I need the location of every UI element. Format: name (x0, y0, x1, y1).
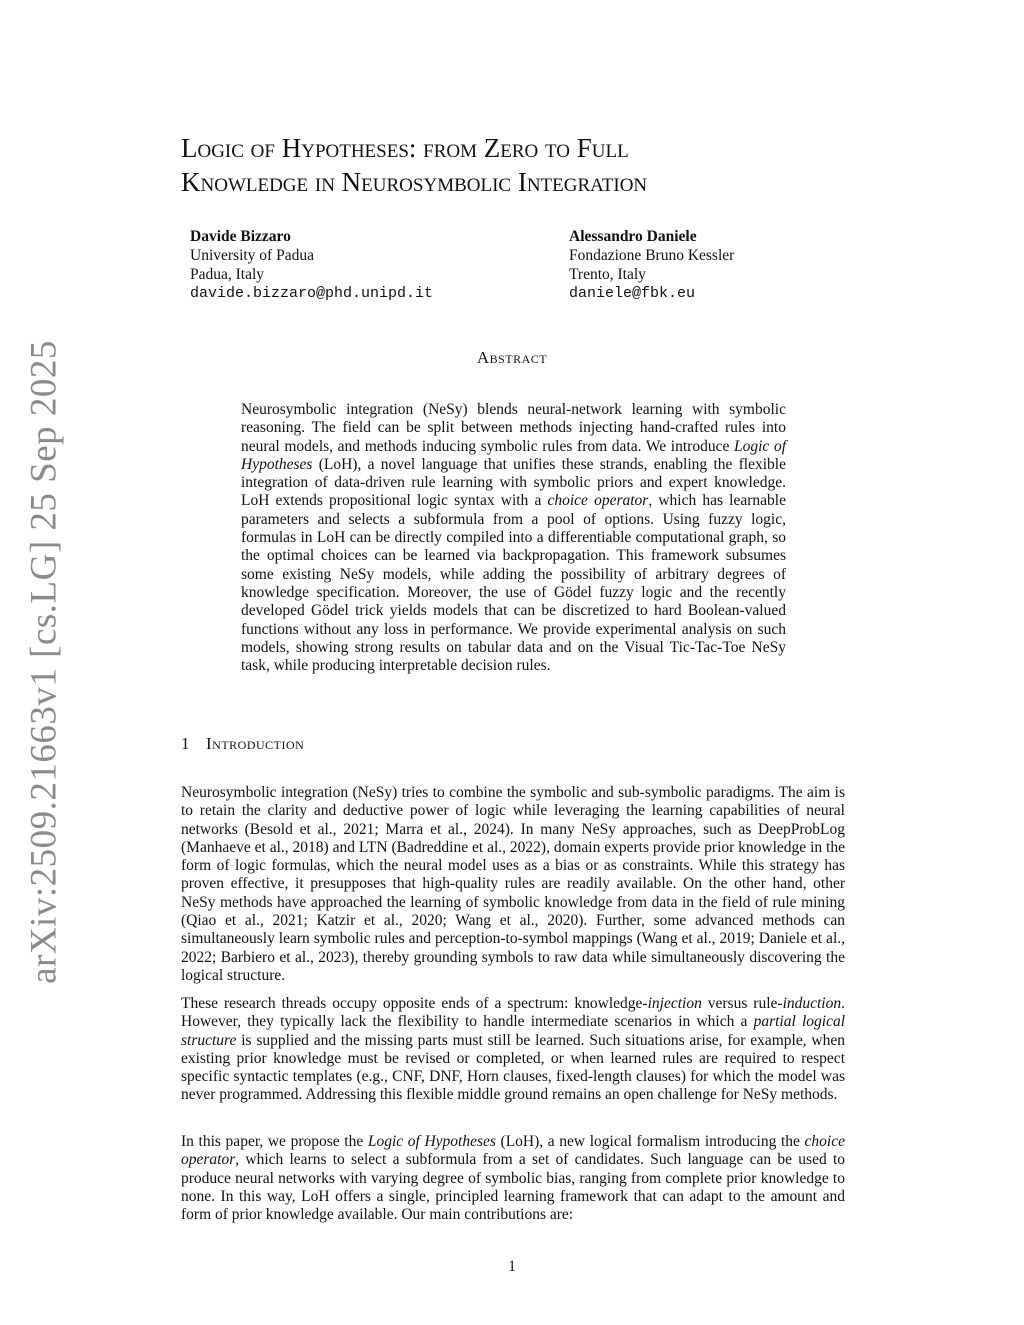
intro-paragraph-3 (181, 1133, 845, 1224)
induction-term: induction (782, 995, 842, 1012)
intro-paragraph-1: Neurosymbolic integration (NeSy) tries to combine the symbolic and sub-symbolic paradigms. The aim is to retain the clarity and deductive power of logic while leveraging the learning capabilities of neural networks (Besold et al., 2021; Marra et al., 2024). In many NeSy approaches, such as DeepProbLog (Manhaeve et al., 2018) and LTN (Badreddine et al., 2022), domain experts provide prior knowledge in the form of logic formulas, which the neural model uses as a bias or as constraints. While this strategy has proven effective, it presupposes that high-quality rules are readily available. On the other hand, other NeSy methods have approached the learning of symbolic knowledge from data in the field of rule mining (Qiao et al., 2021; Katzir et al., 2020; Wang et al., 2020). Further, some advanced methods can simultaneously learn symbolic rules and perception-to-symbol mappings (Wang et al., 2019; Daniele et al., 2022; Barbiero et al., 2023), thereby grounding symbols to raw data while simultaneously discovering the logical structure. (181, 784, 845, 984)
injection-term: injection (647, 995, 702, 1012)
partial-structure-term: partial logical structure (181, 1013, 846, 1049)
choice-operator-term: choice operator (181, 1133, 845, 1169)
abstract-choice-term: choice operator (547, 492, 649, 510)
section-number: 1 (181, 734, 190, 753)
author-email[interactable]: daniele@fbk.eu (569, 285, 696, 302)
abstract-heading: Abstract (476, 348, 548, 367)
paragraph-text: versus rule- (701, 995, 783, 1012)
arxiv-identifier: arXiv:2509.21663v1 [cs.LG] 25 Sep 2025 (23, 340, 65, 984)
paragraph-text: is supplied and the missing parts must still be learned. Such situations arise, for example, when existing prior knowledge must be revised or completed, or when learned rules are required to respect specific syntactic templates (e.g., CNF, DNF, Horn clauses, fixed-length clauses) for which the model was never programmed. Addressing this flexible middle ground remains an open challenge for NeSy methods. (181, 1031, 845, 1104)
author-location: Padua, Italy (190, 266, 265, 283)
paragraph-text: (LoH), a new logical formalism introducing the (495, 1133, 805, 1150)
paragraph-text: In this paper, we propose the (181, 1133, 368, 1150)
page-number: 1 (508, 1258, 516, 1275)
intro-paragraph-2 (181, 995, 845, 1105)
section-title: Introduction (206, 734, 305, 753)
loh-term: Logic of Hypotheses (367, 1133, 496, 1150)
paragraph-text: These research threads occupy opposite ends of a spectrum: knowledge- (181, 995, 648, 1012)
author-block-1 (190, 227, 433, 303)
abstract-text: , which has learnable parameters and selects a subformula from a pool of options. Using fuzzy logic, formulas in LoH can be directly compiled into a differentiable computational graph, so the optimal choices can be learned via backpropagation. This framework subsumes some existing NeSy models, while adding the possibility of arbitrary degrees of knowledge specification. Moreover, the use of Gödel fuzzy logic and the recently developed Gödel trick yields models that can be discretized to hard Boolean-valued functions without any loss in performance. We provide experimental analysis on such models, showing strong results on tabular data and on the Visual Tic-Tac-Toe NeSy task, while producing interpretable decision rules. (241, 492, 786, 675)
author-name: Davide Bizzaro (190, 228, 291, 245)
author-name: Alessandro Daniele (569, 228, 697, 245)
abstract-loh-term: Logic of Hypotheses (241, 437, 786, 473)
author-affiliation: Fondazione Bruno Kessler (569, 247, 735, 264)
abstract-text: Neurosymbolic integration (NeSy) blends neural-network learning with symbolic reasoning. The field can be split between methods injecting hand-crafted rules into neural models, and methods inducing symbolic rules from data. We introduce (241, 401, 786, 455)
abstract-body (241, 401, 786, 675)
paper-title-line-2: Knowledge in Neurosymbolic Integration (181, 167, 648, 197)
author-email[interactable]: davide.bizzaro@phd.unipd.it (190, 285, 434, 302)
author-block-2 (569, 227, 734, 303)
author-location: Trento, Italy (569, 266, 646, 283)
section-heading-introduction (181, 734, 304, 754)
paper-title (181, 131, 941, 199)
paragraph-text: , which learns to select a subformula from a set of candidates. Such language can be used to produce neural networks with varying degree of symbolic bias, ranging from complete prior knowledge to none. In this way, LoH offers a single, principled learning framework that can adapt to the amount and form of prior knowledge available. Our main contributions are: (181, 1151, 845, 1224)
author-affiliation: University of Padua (190, 247, 314, 264)
paragraph-text: . However, they typically lack the flexibility to handle intermediate scenarios in which a (181, 995, 845, 1031)
paper-title-line-1: Logic of Hypotheses: from Zero to Full (181, 133, 629, 163)
abstract-text: (LoH), a novel language that unifies these strands, enabling the flexible integration of data-driven rule learning with symbolic priors and expert knowledge. LoH extends propositional logic syntax with a (241, 455, 786, 510)
